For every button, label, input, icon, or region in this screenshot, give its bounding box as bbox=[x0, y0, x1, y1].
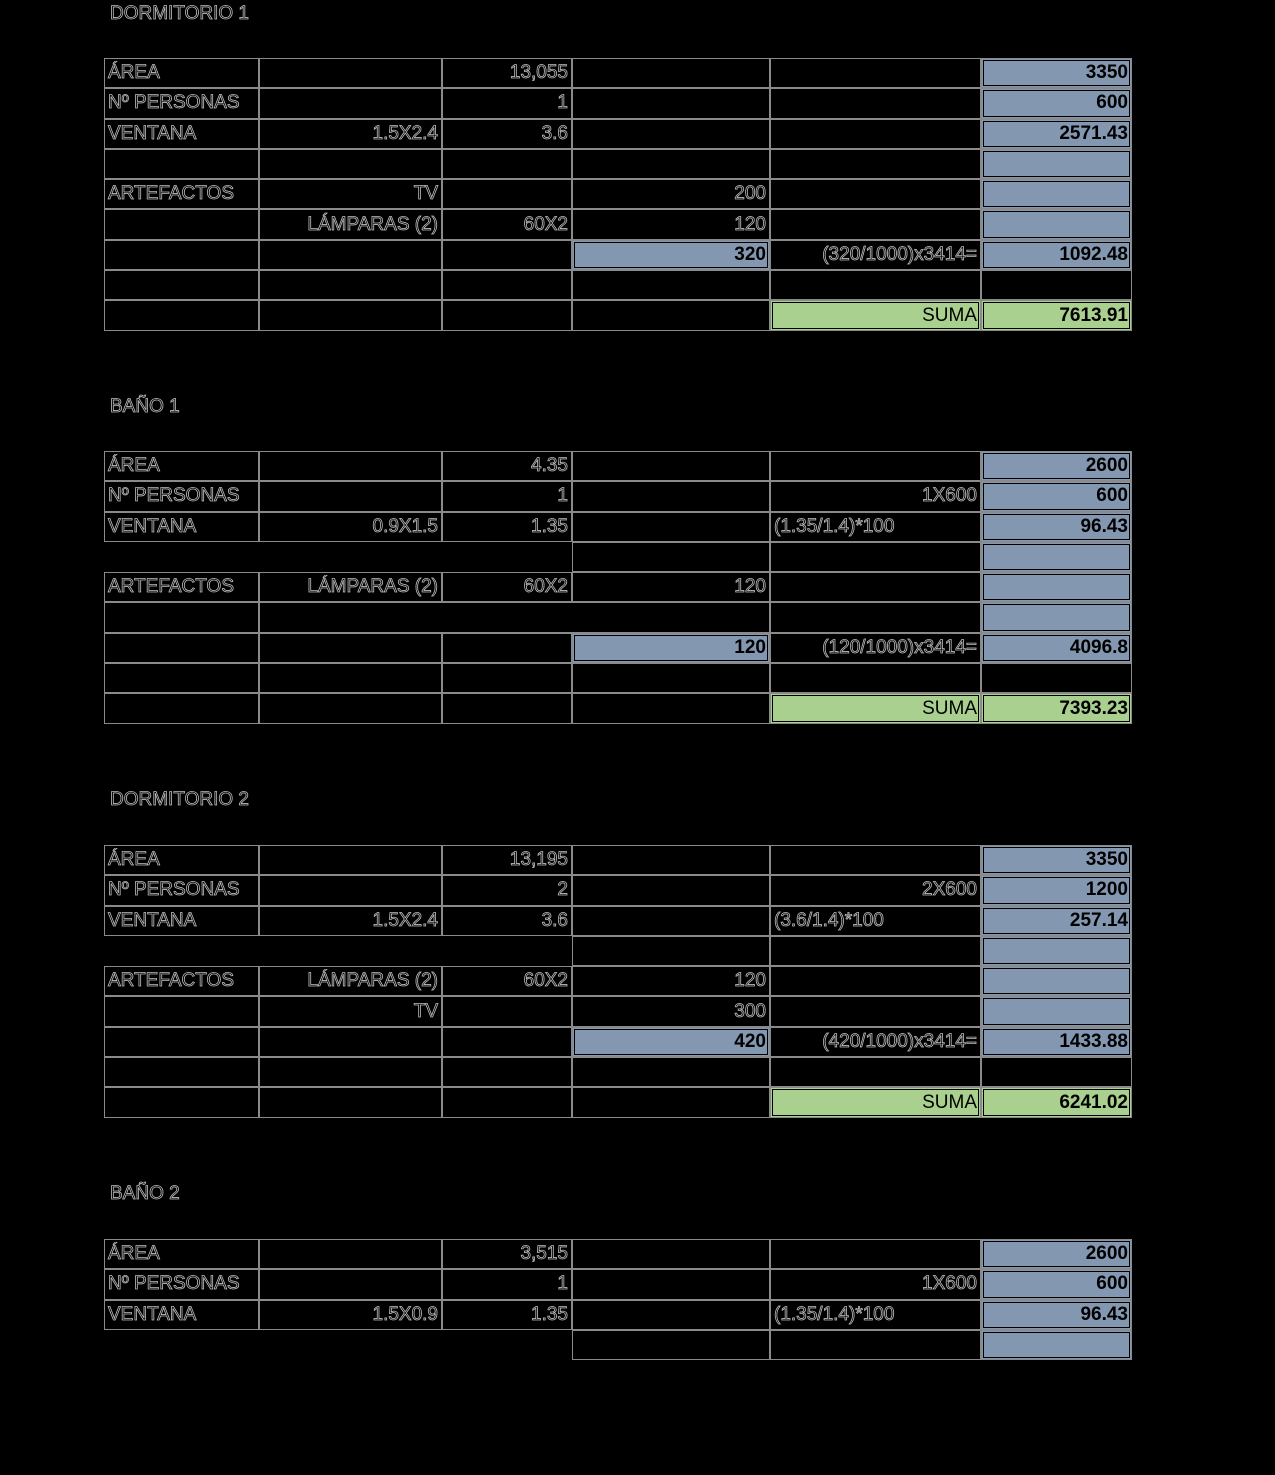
cell[interactable] bbox=[770, 149, 981, 179]
cell[interactable] bbox=[572, 693, 770, 723]
formula-cell[interactable]: 1X600 bbox=[770, 481, 981, 511]
cell[interactable] bbox=[572, 1057, 770, 1087]
cell[interactable]: 1 bbox=[442, 481, 572, 511]
cell[interactable] bbox=[770, 1239, 981, 1269]
btu-value-cell[interactable]: 2600 bbox=[981, 451, 1132, 481]
cell[interactable]: ARTEFACTOS bbox=[104, 572, 259, 602]
cell[interactable] bbox=[770, 451, 981, 481]
cell[interactable] bbox=[770, 58, 981, 88]
suma-total-cell[interactable]: 7393.23 bbox=[981, 693, 1132, 723]
cell[interactable] bbox=[572, 906, 770, 936]
cell[interactable]: LÁMPARAS (2) bbox=[259, 966, 442, 996]
btu-value-cell[interactable]: 1200 bbox=[981, 875, 1132, 905]
cell[interactable] bbox=[572, 270, 770, 300]
btu-value-cell[interactable]: 600 bbox=[981, 88, 1132, 118]
table-row bbox=[104, 1330, 1132, 1360]
cell[interactable]: 1.5X0.9 bbox=[259, 1300, 442, 1330]
cell[interactable] bbox=[981, 663, 1132, 693]
btu-value-cell[interactable] bbox=[981, 602, 1132, 632]
cell bbox=[259, 936, 442, 966]
formula-cell[interactable]: (3.6/1.4)*100 bbox=[770, 906, 981, 936]
btu-value-cell[interactable]: 96.43 bbox=[981, 512, 1132, 542]
cell[interactable]: 120 bbox=[572, 966, 770, 996]
cell[interactable] bbox=[104, 996, 259, 1026]
table-row bbox=[104, 1239, 1132, 1269]
cell[interactable] bbox=[572, 300, 770, 330]
cell[interactable] bbox=[572, 149, 770, 179]
cell[interactable] bbox=[770, 1330, 981, 1360]
cell[interactable] bbox=[572, 481, 770, 511]
cell[interactable] bbox=[259, 149, 442, 179]
cell[interactable] bbox=[572, 663, 770, 693]
cell[interactable] bbox=[442, 300, 572, 330]
watts-total-cell[interactable]: 320 bbox=[572, 240, 770, 270]
cell[interactable] bbox=[104, 693, 259, 723]
formula-cell[interactable]: 1X600 bbox=[770, 1269, 981, 1299]
cell[interactable]: 13,195 bbox=[442, 845, 572, 875]
formula-cell[interactable]: (420/1000)x3414= bbox=[770, 1027, 981, 1057]
btu-value-cell[interactable] bbox=[981, 996, 1132, 1026]
cell[interactable]: ÁREA bbox=[104, 845, 259, 875]
suma-label-cell[interactable]: SUMA bbox=[770, 1087, 981, 1117]
formula-cell[interactable]: (1.35/1.4)*100 bbox=[770, 1300, 981, 1330]
cell[interactable]: TV bbox=[259, 179, 442, 209]
cell[interactable] bbox=[770, 179, 981, 209]
cell[interactable]: 1 bbox=[442, 1269, 572, 1299]
section-title-bano-1: BAÑO 1 bbox=[110, 396, 180, 417]
cell[interactable] bbox=[259, 602, 770, 632]
cell[interactable]: 3.6 bbox=[442, 906, 572, 936]
cell[interactable] bbox=[259, 845, 442, 875]
cell[interactable] bbox=[770, 270, 981, 300]
cell[interactable] bbox=[770, 209, 981, 239]
cell[interactable] bbox=[572, 119, 770, 149]
cell[interactable] bbox=[572, 542, 770, 572]
cell[interactable]: 120 bbox=[572, 209, 770, 239]
cell[interactable] bbox=[104, 1087, 259, 1117]
btu-value-cell[interactable]: 600 bbox=[981, 1269, 1132, 1299]
cell[interactable] bbox=[259, 451, 442, 481]
table-dormitorio-2 bbox=[104, 845, 1132, 1118]
table-row bbox=[104, 1300, 1132, 1330]
table-row bbox=[104, 1057, 1132, 1087]
cell[interactable] bbox=[572, 875, 770, 905]
cell[interactable] bbox=[442, 149, 572, 179]
cell[interactable] bbox=[442, 270, 572, 300]
cell[interactable] bbox=[442, 1087, 572, 1117]
cell[interactable] bbox=[770, 119, 981, 149]
cell[interactable] bbox=[104, 633, 259, 663]
table-row bbox=[104, 845, 1132, 875]
table-row bbox=[104, 542, 1132, 572]
cell[interactable] bbox=[770, 88, 981, 118]
cell[interactable]: ARTEFACTOS bbox=[104, 966, 259, 996]
cell[interactable] bbox=[981, 1057, 1132, 1087]
cell[interactable] bbox=[104, 149, 259, 179]
table-row bbox=[104, 512, 1132, 542]
btu-value-cell[interactable] bbox=[981, 149, 1132, 179]
cell[interactable]: LÁMPARAS (2) bbox=[259, 572, 442, 602]
btu-value-cell[interactable] bbox=[981, 936, 1132, 966]
table-bano-1 bbox=[104, 451, 1132, 724]
cell[interactable]: TV bbox=[259, 996, 442, 1026]
cell[interactable] bbox=[770, 542, 981, 572]
table-row bbox=[104, 149, 1132, 179]
btu-value-cell[interactable] bbox=[981, 209, 1132, 239]
table-row bbox=[104, 906, 1132, 936]
cell[interactable] bbox=[442, 179, 572, 209]
cell bbox=[259, 542, 442, 572]
table-row bbox=[104, 1087, 1132, 1117]
suma-total-cell[interactable]: 7613.91 bbox=[981, 300, 1132, 330]
suma-total-cell[interactable]: 6241.02 bbox=[981, 1087, 1132, 1117]
cell bbox=[442, 936, 572, 966]
cell[interactable] bbox=[572, 512, 770, 542]
cell[interactable] bbox=[104, 209, 259, 239]
cell[interactable] bbox=[442, 1057, 572, 1087]
cell[interactable] bbox=[259, 270, 442, 300]
cell[interactable]: 1 bbox=[442, 88, 572, 118]
cell[interactable] bbox=[572, 1087, 770, 1117]
cell[interactable] bbox=[259, 663, 442, 693]
cell[interactable] bbox=[259, 1087, 442, 1117]
btu-value-cell[interactable]: 96.43 bbox=[981, 1300, 1132, 1330]
table-bano-2 bbox=[104, 1239, 1132, 1360]
cell[interactable] bbox=[104, 1027, 259, 1057]
section-title-dormitorio-1: DORMITORIO 1 bbox=[110, 3, 249, 24]
cell[interactable]: 4.35 bbox=[442, 451, 572, 481]
table-row bbox=[104, 936, 1132, 966]
cell[interactable]: Nº PERSONAS bbox=[104, 875, 259, 905]
cell[interactable]: 200 bbox=[572, 179, 770, 209]
cell[interactable]: VENTANA bbox=[104, 1300, 259, 1330]
cell[interactable] bbox=[770, 602, 981, 632]
cell[interactable] bbox=[572, 1300, 770, 1330]
cell[interactable]: VENTANA bbox=[104, 906, 259, 936]
table-row bbox=[104, 451, 1132, 481]
cell[interactable] bbox=[259, 1057, 442, 1087]
cell bbox=[104, 542, 259, 572]
cell[interactable] bbox=[770, 663, 981, 693]
cell[interactable]: VENTANA bbox=[104, 119, 259, 149]
formula-cell[interactable]: (320/1000)x3414= bbox=[770, 240, 981, 270]
table-row bbox=[104, 663, 1132, 693]
cell[interactable]: VENTANA bbox=[104, 512, 259, 542]
cell[interactable] bbox=[572, 1330, 770, 1360]
table-row bbox=[104, 875, 1132, 905]
table-row bbox=[104, 572, 1132, 602]
cell[interactable] bbox=[770, 1057, 981, 1087]
table-row bbox=[104, 270, 1132, 300]
cell[interactable] bbox=[259, 481, 442, 511]
cell[interactable] bbox=[572, 1269, 770, 1299]
cell[interactable] bbox=[259, 693, 442, 723]
cell[interactable] bbox=[259, 1027, 442, 1057]
cell[interactable]: ARTEFACTOS bbox=[104, 179, 259, 209]
table-row bbox=[104, 1027, 1132, 1057]
table-row bbox=[104, 996, 1132, 1026]
btu-value-cell[interactable] bbox=[981, 542, 1132, 572]
btu-value-cell[interactable]: 2571.43 bbox=[981, 119, 1132, 149]
cell[interactable] bbox=[572, 936, 770, 966]
cell[interactable] bbox=[104, 602, 259, 632]
cell[interactable] bbox=[572, 58, 770, 88]
watts-total-cell[interactable]: 120 bbox=[572, 633, 770, 663]
cell bbox=[104, 936, 259, 966]
cell[interactable] bbox=[259, 633, 442, 663]
cell[interactable]: ÁREA bbox=[104, 451, 259, 481]
cell[interactable] bbox=[104, 300, 259, 330]
suma-label-cell[interactable]: SUMA bbox=[770, 300, 981, 330]
table-row bbox=[104, 602, 1132, 632]
cell[interactable] bbox=[442, 240, 572, 270]
table-row bbox=[104, 693, 1132, 723]
btu-value-cell[interactable]: 2600 bbox=[981, 1239, 1132, 1269]
cell[interactable] bbox=[770, 966, 981, 996]
btu-value-cell[interactable] bbox=[981, 179, 1132, 209]
section-title-bano-2: BAÑO 2 bbox=[110, 1183, 180, 1204]
table-row bbox=[104, 633, 1132, 663]
cell[interactable] bbox=[104, 270, 259, 300]
cell[interactable] bbox=[259, 875, 442, 905]
cell[interactable]: Nº PERSONAS bbox=[104, 481, 259, 511]
cell[interactable] bbox=[572, 1239, 770, 1269]
cell[interactable]: 60X2 bbox=[442, 209, 572, 239]
table-row bbox=[104, 88, 1132, 118]
cell[interactable]: 3,515 bbox=[442, 1239, 572, 1269]
btu-value-cell[interactable] bbox=[981, 1330, 1132, 1360]
cell[interactable] bbox=[442, 633, 572, 663]
table-row bbox=[104, 481, 1132, 511]
table-row bbox=[104, 209, 1132, 239]
cell[interactable] bbox=[259, 58, 442, 88]
btu-value-cell[interactable]: 4096.8 bbox=[981, 633, 1132, 663]
formula-cell[interactable]: 2X600 bbox=[770, 875, 981, 905]
btu-value-cell[interactable] bbox=[981, 966, 1132, 996]
cell[interactable] bbox=[770, 572, 981, 602]
cell[interactable]: 1.5X2.4 bbox=[259, 906, 442, 936]
watts-total-cell[interactable]: 420 bbox=[572, 1027, 770, 1057]
cell[interactable] bbox=[104, 240, 259, 270]
btu-value-cell[interactable]: 3350 bbox=[981, 58, 1132, 88]
table-row bbox=[104, 58, 1132, 88]
cell[interactable]: ÁREA bbox=[104, 58, 259, 88]
cell[interactable] bbox=[442, 996, 572, 1026]
cell[interactable]: 120 bbox=[572, 572, 770, 602]
section-title-dormitorio-2: DORMITORIO 2 bbox=[110, 789, 249, 810]
cell[interactable] bbox=[572, 845, 770, 875]
cell[interactable] bbox=[770, 996, 981, 1026]
cell[interactable] bbox=[770, 936, 981, 966]
cell[interactable] bbox=[770, 845, 981, 875]
cell[interactable] bbox=[104, 663, 259, 693]
table-row bbox=[104, 1269, 1132, 1299]
cell[interactable]: 3.6 bbox=[442, 119, 572, 149]
cell[interactable] bbox=[442, 693, 572, 723]
cell bbox=[259, 1330, 442, 1360]
cell[interactable]: 1.5X2.4 bbox=[259, 119, 442, 149]
cell[interactable] bbox=[104, 1057, 259, 1087]
cell[interactable]: 2 bbox=[442, 875, 572, 905]
cell bbox=[442, 1330, 572, 1360]
cell[interactable]: 1.35 bbox=[442, 1300, 572, 1330]
table-row bbox=[104, 240, 1132, 270]
cell[interactable]: 13,055 bbox=[442, 58, 572, 88]
cell[interactable]: LÁMPARAS (2) bbox=[259, 209, 442, 239]
cell[interactable] bbox=[259, 88, 442, 118]
btu-value-cell[interactable]: 3350 bbox=[981, 845, 1132, 875]
cell bbox=[104, 1330, 259, 1360]
cell[interactable]: 0.9X1.5 bbox=[259, 512, 442, 542]
cell[interactable]: 60X2 bbox=[442, 966, 572, 996]
formula-cell[interactable]: (1.35/1.4)*100 bbox=[770, 512, 981, 542]
table-row bbox=[104, 300, 1132, 330]
table-row bbox=[104, 179, 1132, 209]
cell[interactable] bbox=[572, 451, 770, 481]
btu-value-cell[interactable]: 1433.88 bbox=[981, 1027, 1132, 1057]
btu-value-cell[interactable]: 257.14 bbox=[981, 906, 1132, 936]
cell[interactable] bbox=[442, 663, 572, 693]
cell[interactable] bbox=[981, 270, 1132, 300]
table-dormitorio-1 bbox=[104, 58, 1132, 331]
cell[interactable] bbox=[259, 1239, 442, 1269]
cell[interactable]: ÁREA bbox=[104, 1239, 259, 1269]
cell[interactable]: Nº PERSONAS bbox=[104, 88, 259, 118]
cell[interactable] bbox=[572, 88, 770, 118]
cell[interactable] bbox=[259, 240, 442, 270]
cell bbox=[442, 542, 572, 572]
btu-value-cell[interactable]: 600 bbox=[981, 481, 1132, 511]
cell[interactable]: 300 bbox=[572, 996, 770, 1026]
cell[interactable] bbox=[442, 1027, 572, 1057]
cell[interactable] bbox=[259, 300, 442, 330]
btu-value-cell[interactable] bbox=[981, 572, 1132, 602]
cell[interactable]: Nº PERSONAS bbox=[104, 1269, 259, 1299]
cell[interactable]: 1.35 bbox=[442, 512, 572, 542]
formula-cell[interactable]: (120/1000)x3414= bbox=[770, 633, 981, 663]
suma-label-cell[interactable]: SUMA bbox=[770, 693, 981, 723]
cell[interactable] bbox=[259, 1269, 442, 1299]
table-row bbox=[104, 119, 1132, 149]
table-row bbox=[104, 966, 1132, 996]
btu-value-cell[interactable]: 1092.48 bbox=[981, 240, 1132, 270]
cell[interactable]: 60X2 bbox=[442, 572, 572, 602]
